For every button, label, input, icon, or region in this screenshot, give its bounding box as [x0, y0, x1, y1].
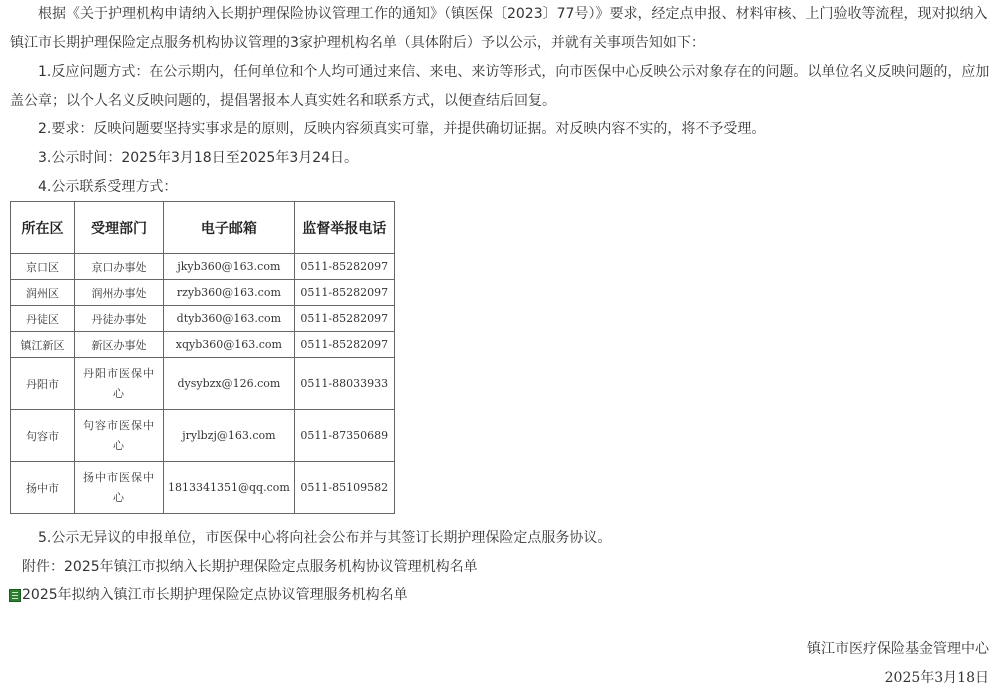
cell-email: dtyb360@163.com [164, 306, 295, 332]
table-row [11, 410, 395, 462]
signature-date: 2025年3月18日 [884, 670, 989, 686]
cell-phone: 0511-85109582 [294, 462, 394, 514]
attachment-file-name: 2025年拟纳入镇江市长期护理保险定点协议管理服务机构名单 [22, 587, 408, 603]
cell-district: 句容市 [11, 410, 75, 462]
cell-email: dysybzx@126.com [164, 358, 295, 410]
header-department: 受理部门 [75, 202, 164, 254]
spreadsheet-file-icon [9, 589, 21, 602]
cell-email: jkyb360@163.com [164, 254, 295, 280]
cell-district: 丹阳市 [11, 358, 75, 410]
cell-district: 丹徒区 [11, 306, 75, 332]
cell-department: 丹阳市医保中心 [75, 358, 164, 410]
table-row [11, 306, 395, 332]
cell-department: 润州办事处 [75, 280, 164, 306]
table-row [11, 358, 395, 410]
cell-phone: 0511-87350689 [294, 410, 394, 462]
cell-phone: 0511-88033933 [294, 358, 394, 410]
cell-district: 京口区 [11, 254, 75, 280]
contact-table [10, 201, 395, 514]
cell-district: 润州区 [11, 280, 75, 306]
cell-department: 丹徒办事处 [75, 306, 164, 332]
attachment-label: 附件：2025年镇江市拟纳入长期护理保险定点服务机构协议管理机构名单 [22, 559, 478, 575]
cell-phone: 0511-85282097 [294, 254, 394, 280]
item-feedback-method: 1.反应问题方式：在公示期内，任何单位和个人均可通过来信、来电、来访等形式，向市医保中心反映公示对象存在的问题。以单位名义反映问题的，应加盖公章；以个人名义反映问题的，提倡署报本人真实姓名和联系方式，以便查结后回复。 [10, 64, 990, 109]
cell-district: 镇江新区 [11, 332, 75, 358]
table-row [11, 462, 395, 514]
cell-department: 新区办事处 [75, 332, 164, 358]
cell-department: 句容市医保中心 [75, 410, 164, 462]
cell-department: 扬中市医保中心 [75, 462, 164, 514]
cell-phone: 0511-85282097 [294, 280, 394, 306]
header-phone: 监督举报电话 [294, 202, 394, 254]
cell-email: 1813341351@qq.com [164, 462, 295, 514]
item-requirements: 2.要求：反映问题要坚持实事求是的原则，反映内容须真实可靠，并提供确切证据。对反映内容不实的，将不予受理。 [38, 121, 766, 137]
cell-email: rzyb360@163.com [164, 280, 295, 306]
header-email: 电子邮箱 [164, 202, 295, 254]
table-header-row [11, 202, 395, 254]
item-contact-heading: 4.公示联系受理方式： [38, 179, 178, 195]
cell-email: xqyb360@163.com [164, 332, 295, 358]
cell-district: 扬中市 [11, 462, 75, 514]
intro-paragraph: 根据《关于护理机构申请纳入长期护理保险协议管理工作的通知》（镇医保〔2023〕77号）》要求，经定点申报、材料审核、上门验收等流程，现对拟纳入镇江市长期护理保险定点服务机构协议管理的3家护理机构名单（具体附后）予以公示，并就有关事项告知如下： [10, 6, 988, 51]
table-row [11, 332, 395, 358]
cell-department: 京口办事处 [75, 254, 164, 280]
table-row [11, 280, 395, 306]
item-no-objection: 5.公示无异议的申报单位，市医保中心将向社会公布并与其签订长期护理保险定点服务协议。 [38, 530, 612, 546]
attachment-file-link[interactable] [9, 581, 408, 610]
item-publicity-period: 3.公示时间：2025年3月18日至2025年3月24日。 [38, 150, 359, 166]
cell-phone: 0511-85282097 [294, 306, 394, 332]
header-district: 所在区 [11, 202, 75, 254]
cell-email: jrylbzj@163.com [164, 410, 295, 462]
table-row [11, 254, 395, 280]
cell-phone: 0511-85282097 [294, 332, 394, 358]
signature-organization: 镇江市医疗保险基金管理中心 [807, 641, 989, 657]
